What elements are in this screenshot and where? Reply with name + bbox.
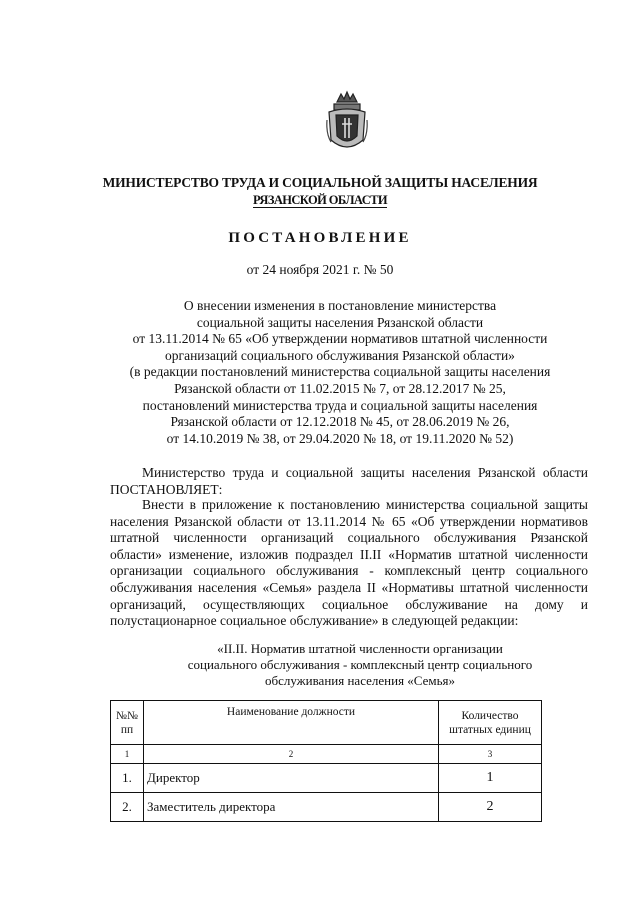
header-number bbox=[111, 701, 144, 745]
subsection-title bbox=[150, 641, 570, 689]
header-count-line2: штатных единиц bbox=[449, 723, 531, 736]
subject-line: О внесении изменения в постановление министерства bbox=[183, 298, 497, 313]
subject-line: Рязанской области от 12.12.2018 № 45, от 28.06.2019 № 26, bbox=[170, 414, 510, 430]
ministry-name-line1: МИНИСТЕРСТВО ТРУДА И СОЦИАЛЬНОЙ ЗАЩИТЫ НАСЕЛЕНИЯ bbox=[102, 175, 538, 190]
subject-line: (в редакции постановлений министерства социальной защиты населения bbox=[129, 364, 551, 380]
column-number: 2 bbox=[144, 745, 439, 764]
subject-line: от 14.10.2019 № 38, от 29.04.2020 № 18, от 19.11.2020 № 52) bbox=[166, 430, 514, 446]
subsection-title-line: «II.II. Норматив штатной численности организации bbox=[217, 641, 503, 656]
row-number: 2. bbox=[111, 793, 144, 822]
ministry-name-line2: РЯЗАНСКОЙ ОБЛАСТИ bbox=[252, 193, 388, 207]
subsection-title-line: социального обслуживания - комплексный центр социального bbox=[187, 657, 533, 672]
table-header-row bbox=[111, 701, 542, 745]
subject-line: организаций социального обслуживания Рязанской области» bbox=[165, 347, 515, 363]
header-position: Наименование должности bbox=[144, 701, 439, 745]
document-subject bbox=[110, 298, 570, 447]
column-number: 3 bbox=[439, 745, 542, 764]
coat-of-arms-emblem bbox=[325, 90, 369, 156]
subject-line: Рязанской области от 11.02.2015 № 7, от 28.12.2017 № 25, bbox=[174, 380, 506, 396]
subject-line: социальной защиты населения Рязанской области bbox=[196, 314, 484, 330]
document-date: от 24 ноября 2021 г. № 50 bbox=[246, 262, 394, 277]
row-position: Заместитель директора bbox=[144, 793, 439, 822]
header-number-line2: пп bbox=[120, 723, 134, 736]
subsection-title-line: обслуживания населения «Семья» bbox=[264, 673, 456, 688]
table-row bbox=[111, 764, 542, 793]
header-number-line1: №№ bbox=[116, 709, 138, 722]
table-column-numbers-row bbox=[111, 745, 542, 764]
row-count: 1 bbox=[439, 764, 542, 793]
column-number: 1 bbox=[111, 745, 144, 764]
ministry-name-line2-wrap bbox=[0, 193, 640, 208]
subject-line: постановлений министерства труда и социальной защиты населения bbox=[142, 397, 538, 413]
amendment-paragraph: Внести в приложение к постановлению министерства социальной защиты населения Рязанской области от 13.11.2014 № 65 «Об утверждении нормативов штатной численности организаций социального обслуживания Рязанской области» изменение, изложив подраздел II.II «Норматив штатной численности организации социального обслуживания - комплексный центр социального обслуживания населения «Семья» раздела II «Нормативы штатной численности организаций, осуществляющих социальное обслуживание на дому и полустационарное социальное обслуживание» в следующей редакции: bbox=[110, 497, 588, 629]
staffing-table bbox=[110, 700, 542, 822]
row-count: 2 bbox=[439, 793, 542, 822]
document-title: ПОСТАНОВЛЕНИЕ bbox=[228, 230, 412, 246]
table-row bbox=[111, 793, 542, 822]
row-position: Директор bbox=[144, 764, 439, 793]
resolution-paragraph: Министерство труда и социальной защиты населения Рязанской области ПОСТАНОВЛЯЕТ: bbox=[110, 465, 588, 497]
header-count bbox=[439, 701, 542, 745]
subject-line: от 13.11.2014 № 65 «Об утверждении нормативов штатной численности bbox=[132, 331, 548, 347]
row-number: 1. bbox=[111, 764, 144, 793]
header-count-line1: Количество bbox=[461, 709, 519, 722]
